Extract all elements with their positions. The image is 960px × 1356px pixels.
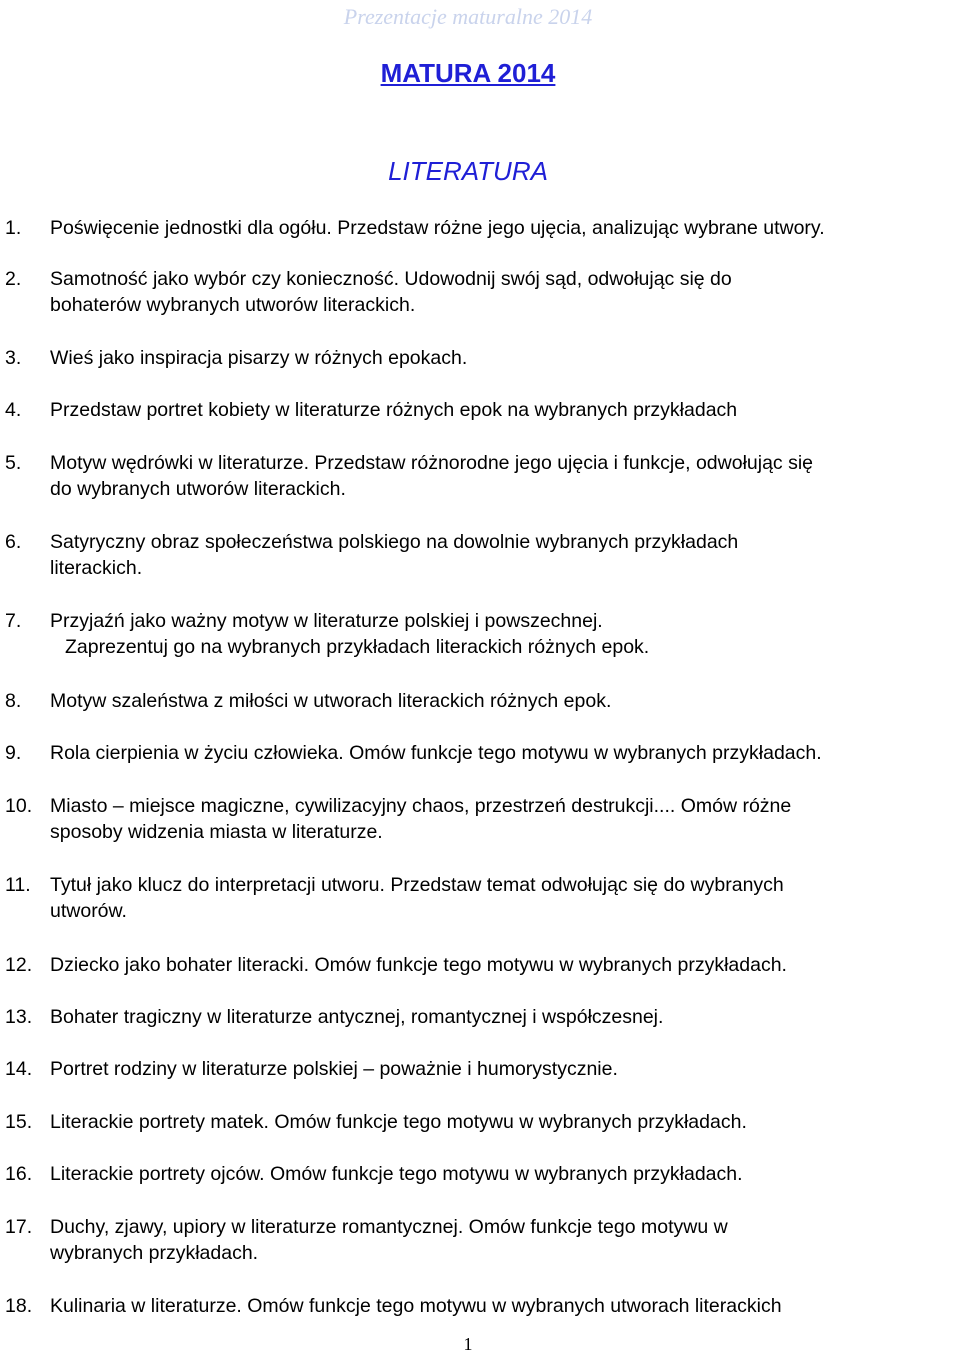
item-text — [50, 1161, 960, 1187]
list-item — [0, 1161, 960, 1187]
list-item — [0, 608, 960, 658]
list-item — [0, 1056, 960, 1082]
item-number: 9. 9. — [5, 742, 22, 764]
page-header: Prezentacje maturalne 2014 — [343, 4, 593, 29]
item-line: Zaprezentuj go na wybranych przykładach literackich różnych epok. — [65, 636, 650, 658]
item-line: Literackie portrety ojców. Omów funkcje tego motywu w wybranych przykładach. — [50, 1163, 743, 1185]
item-text — [50, 1293, 960, 1319]
item-text — [50, 608, 960, 660]
list-item — [0, 688, 960, 714]
item-line: Miasto – miejsce magiczne, cywilizacyjny chaos, przestrzeń destrukcji.... Omów różne — [50, 795, 792, 817]
item-line: Literackie portrety matek. Omów funkcje tego motywu w wybranych przykładach. — [50, 1111, 747, 1133]
item-text — [50, 450, 960, 502]
item-line: literackich. — [50, 557, 143, 579]
item-line: Samotność jako wybór czy konieczność. Udowodnij swój sąd, odwołując się do — [50, 268, 732, 290]
item-number: 7. 7. — [5, 610, 22, 632]
item-line: wybranych przykładach. — [50, 1242, 259, 1264]
item-line: Przedstaw portret kobiety w literaturze różnych epok na wybranych przykładach — [50, 399, 738, 421]
list-item — [0, 450, 960, 500]
item-text — [50, 1214, 960, 1266]
page-number: 1 — [463, 1334, 473, 1354]
item-text — [50, 215, 960, 241]
item-number: 15. 15. — [5, 1111, 33, 1133]
list-item — [0, 793, 960, 843]
list-item — [0, 215, 960, 241]
list-item — [0, 872, 960, 922]
item-text — [50, 740, 960, 766]
item-number: 13. 13. — [5, 1006, 33, 1028]
item-number: 8. 8. — [5, 690, 22, 712]
item-number: 16. 16. — [5, 1163, 33, 1185]
item-line: Wieś jako inspiracja pisarzy w różnych epokach. — [50, 347, 468, 369]
item-line: Przyjaźń jako ważny motyw w literaturze polskiej i powszechnej. — [50, 610, 603, 632]
item-line: Dziecko jako bohater literacki. Omów funkcje tego motywu w wybranych przykładach. — [50, 954, 787, 976]
item-number: 10. 10. — [5, 795, 33, 817]
item-text — [50, 1004, 960, 1030]
item-text — [50, 266, 960, 318]
item-text — [50, 793, 960, 845]
item-number: 6. 6. — [5, 531, 22, 553]
list-item — [0, 1109, 960, 1135]
list-item — [0, 345, 960, 371]
item-number: 14. 14. — [5, 1058, 33, 1080]
item-text — [50, 688, 960, 714]
item-text — [50, 345, 960, 371]
list-item — [0, 1004, 960, 1030]
list-item — [0, 397, 960, 423]
item-line: Portret rodziny w literaturze polskiej – poważnie i humorystycznie. — [50, 1058, 618, 1080]
item-line: Kulinaria w literaturze. Omów funkcje tego motywu w wybranych utworach literackich — [50, 1295, 782, 1317]
item-number: 18. 18. — [5, 1295, 33, 1317]
item-line: do wybranych utworów literackich. — [50, 478, 346, 500]
item-text — [50, 529, 960, 581]
item-text — [50, 872, 960, 924]
item-number: 11. 11. — [5, 874, 31, 896]
document-title: MATURA 2014 — [380, 58, 556, 88]
item-line: Motyw szaleństwa z miłości w utworach literackich różnych epok. — [50, 690, 612, 712]
list-item — [0, 1293, 960, 1319]
list-item — [0, 952, 960, 978]
item-line: Bohater tragiczny w literaturze antycznej, romantycznej i współczesnej. — [50, 1006, 664, 1028]
item-number: 2. 2. — [5, 268, 22, 290]
item-line: Motyw wędrówki w literaturze. Przedstaw różnorodne jego ujęcia i funkcje, odwołując się — [50, 452, 814, 474]
item-number: 3. 3. — [5, 347, 22, 369]
item-text — [50, 1109, 960, 1135]
item-number: 12. 12. — [5, 954, 33, 976]
list-item — [0, 740, 960, 766]
item-line: Rola cierpienia w życiu człowieka. Omów funkcje tego motywu w wybranych przykładach. — [50, 742, 822, 764]
item-line: sposoby widzenia miasta w literaturze. — [50, 821, 383, 843]
list-item — [0, 266, 960, 316]
item-text — [50, 952, 960, 978]
item-line: Duchy, zjawy, upiory w literaturze romantycznej. Omów funkcje tego motywu w — [50, 1216, 728, 1238]
item-line: bohaterów wybranych utworów literackich. — [50, 294, 416, 316]
item-line: utworów. — [50, 900, 127, 922]
item-number: 4. 4. — [5, 399, 22, 421]
list-item — [0, 1214, 960, 1264]
item-number: 17. 17. — [5, 1216, 33, 1238]
document-subtitle: LITERATURA — [388, 156, 548, 186]
item-text — [50, 1056, 960, 1082]
list-item — [0, 529, 960, 579]
item-number: 1. 1. — [5, 217, 22, 239]
item-line: Poświęcenie jednostki dla ogółu. Przedstaw różne jego ujęcia, analizując wybrane utwory. — [50, 217, 825, 239]
item-line: Tytuł jako klucz do interpretacji utworu. Przedstaw temat odwołując się do wybranych — [50, 874, 784, 896]
item-text — [50, 397, 960, 423]
item-number: 5. 5. — [5, 452, 22, 474]
item-line: Satyryczny obraz społeczeństwa polskiego na dowolnie wybranych przykładach — [50, 531, 739, 553]
